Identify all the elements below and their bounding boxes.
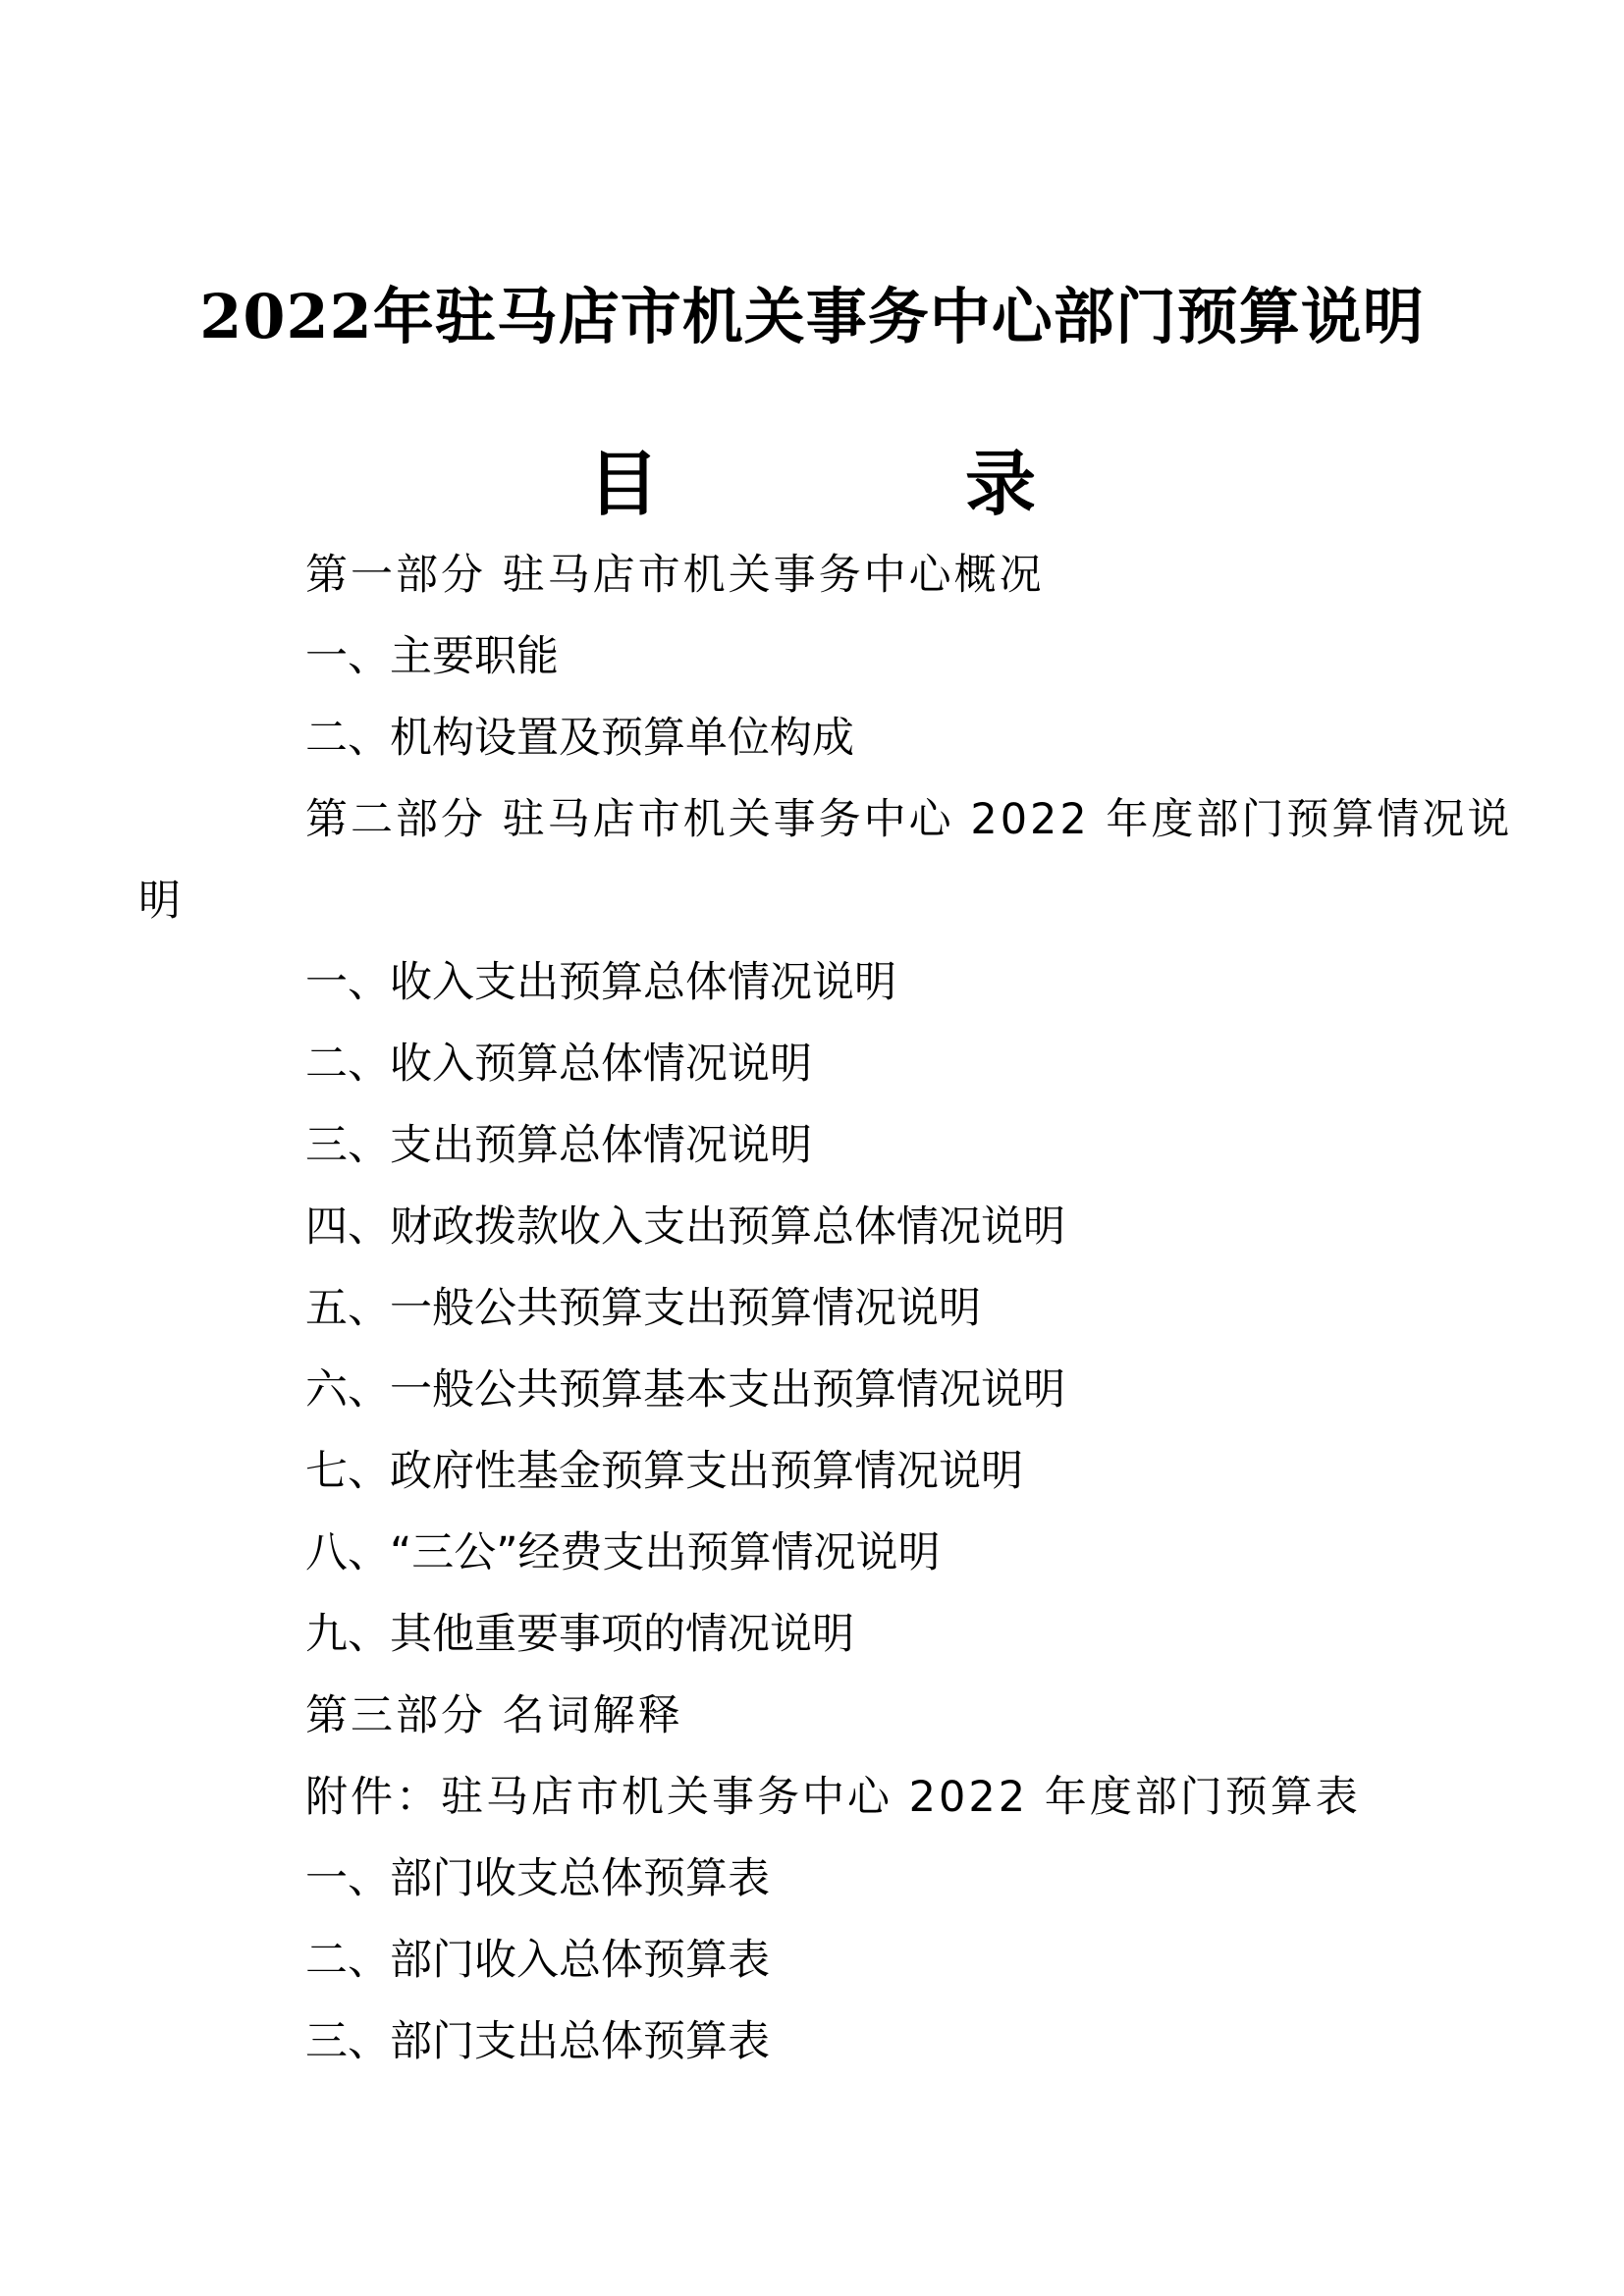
table-of-contents [138, 535, 1513, 2083]
toc-item: 六、一般公共预算基本支出预算情况说明 [305, 1365, 1065, 1415]
toc-item: 二、收入预算总体情况说明 [305, 1040, 812, 1089]
toc-item: 九、其他重要事项的情况说明 [305, 1610, 854, 1659]
toc-part-3: 第三部分 名词解释 [305, 1691, 683, 1740]
toc-item: 八、“三公”经费支出预算情况说明 [305, 1528, 941, 1577]
toc-item: 一、主要职能 [305, 632, 559, 681]
toc-item: 二、部门收入总体预算表 [305, 1936, 770, 1985]
toc-item: 五、一般公共预算支出预算情况说明 [305, 1284, 981, 1333]
toc-item: 三、部门支出总体预算表 [305, 2017, 770, 2066]
toc-part-1: 第一部分 驻马店市机关事务中心概况 [305, 551, 1045, 600]
document-title: 2022年驻马店市机关事务中心部门预算说明 [199, 281, 1425, 352]
toc-item: 三、支出预算总体情况说明 [305, 1121, 812, 1170]
toc-item: 一、收入支出预算总体情况说明 [305, 958, 896, 1007]
toc-appendix: 附件：驻马店市机关事务中心 2022 年度部门预算表 [305, 1773, 1361, 1822]
toc-heading: 目 录 [587, 442, 1154, 525]
toc-item: 一、部门收支总体预算表 [305, 1854, 770, 1903]
toc-item: 七、政府性基金预算支出预算情况说明 [305, 1447, 1023, 1496]
toc-part-2-continuation: 明 [138, 877, 181, 926]
toc-item: 四、财政拨款收入支出预算总体情况说明 [305, 1202, 1065, 1252]
toc-part-2: 第二部分 驻马店市机关事务中心 2022 年度部门预算情况说 [305, 795, 1513, 844]
toc-item: 二、机构设置及预算单位构成 [305, 714, 854, 763]
